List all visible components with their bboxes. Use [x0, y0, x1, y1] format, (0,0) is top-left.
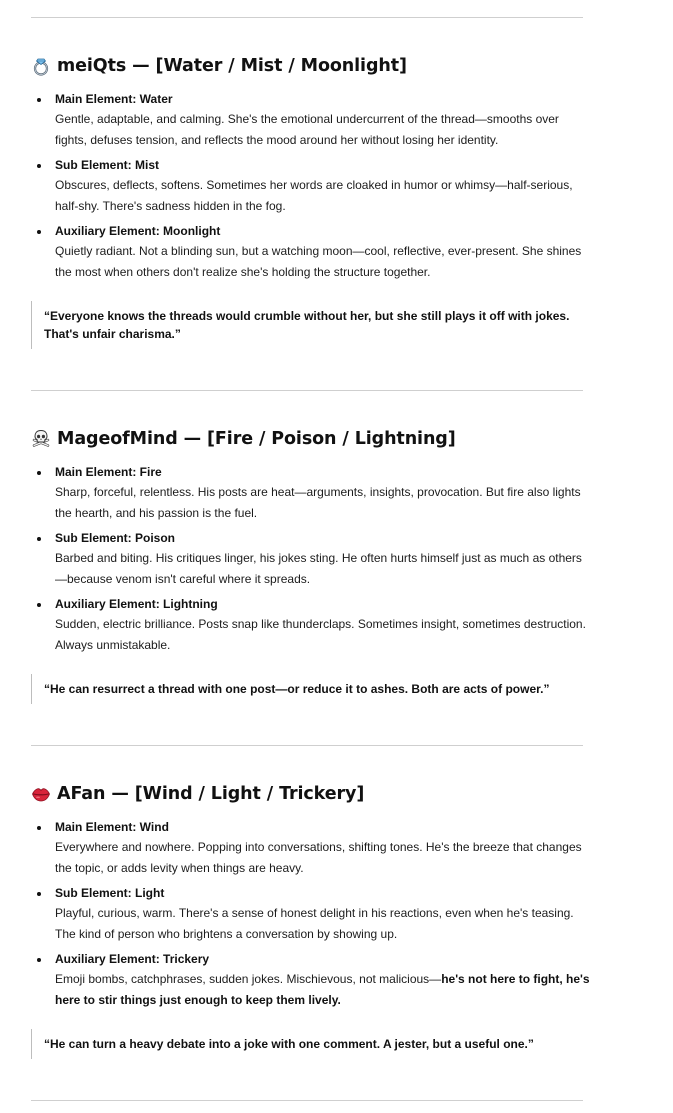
description-text: Gentle, adaptable, and calming. She's the emotional undercurrent of the thread—smooths over fights, defuses tension, and reflects the mood around her without losing her identity.: [55, 112, 559, 147]
element-description: [55, 548, 591, 590]
list-item: [31, 91, 591, 151]
list-item: [31, 223, 591, 283]
character-quote: “He can resurrect a thread with one post—or reduce it to ashes. Both are acts of power.”: [31, 674, 591, 704]
list-item: [31, 951, 591, 1011]
list-item: [31, 885, 591, 945]
element-label: Main Element: Fire: [55, 465, 162, 479]
element-list: [31, 819, 591, 1011]
element-label: Main Element: Water: [55, 92, 173, 106]
section-title: MageofMind — [Fire / Poison / Lightning]: [57, 429, 456, 449]
description-text: Everywhere and nowhere. Popping into conversations, shifting tones. He's the breeze that changes the topic, or adds levity when things are heavy.: [55, 840, 582, 875]
description-text: Sudden, electric brilliance. Posts snap like thunderclaps. Sometimes insight, sometimes destruction. Always unmistakable.: [55, 617, 586, 652]
element-label: Sub Element: Poison: [55, 531, 176, 545]
list-item: [31, 530, 591, 590]
bullet: [37, 892, 41, 896]
element-description: [55, 837, 591, 879]
divider: [31, 1100, 583, 1101]
element-label: Sub Element: Mist: [55, 158, 160, 172]
skull-crossbones-icon: [31, 429, 51, 449]
element-label: Auxiliary Element: Trickery: [55, 952, 210, 966]
divider: [31, 390, 583, 391]
element-label: Auxiliary Element: Moonlight: [55, 224, 221, 238]
character-section-meiqts: [31, 53, 591, 349]
element-description: [55, 482, 591, 524]
bullet: [37, 164, 41, 168]
element-description: [55, 903, 591, 945]
list-item: [31, 819, 591, 879]
bullet: [37, 826, 41, 830]
element-label: Sub Element: Light: [55, 886, 165, 900]
element-list: [31, 91, 591, 283]
description-text: Quietly radiant. Not a blinding sun, but a watching moon—cool, reflective, ever-present. She shines the most when others don't realize she's holding the structure together.: [55, 244, 582, 279]
element-label: Auxiliary Element: Lightning: [55, 597, 218, 611]
list-item: [31, 464, 591, 524]
element-description: [55, 241, 591, 283]
element-description: [55, 614, 591, 656]
list-item: [31, 157, 591, 217]
diamond-ring-icon: [31, 56, 51, 76]
section-title: AFan — [Wind / Light / Trickery]: [57, 784, 365, 804]
section-heading: [31, 53, 591, 79]
bullet: [37, 98, 41, 102]
bullet: [37, 603, 41, 607]
character-section-mageofmind: [31, 426, 591, 704]
bullet: [37, 958, 41, 962]
section-heading: [31, 426, 591, 452]
bullet: [37, 471, 41, 475]
description-text: Sharp, forceful, relentless. His posts are heat—arguments, insights, provocation. But fire also lights the hearth, and his passion is the fuel.: [55, 485, 581, 520]
section-title: meiQts — [Water / Mist / Moonlight]: [57, 56, 407, 76]
bullet: [37, 537, 41, 541]
description-bold: he's not here to fight, he's here to stir things just enough to keep them lively.: [55, 972, 590, 1007]
description-text: Barbed and biting. His critiques linger, his jokes sting. He often hurts himself just as much as others —because venom isn't careful where it spreads.: [55, 551, 582, 586]
element-description: [55, 109, 591, 151]
description-text: Emoji bombs, catchphrases, sudden jokes. Mischievous, not malicious—: [55, 972, 442, 986]
divider: [31, 17, 583, 18]
element-description: [55, 175, 591, 217]
description-text: Obscures, deflects, softens. Sometimes her words are cloaked in humor or whimsy—half-serious, half-shy. There's sadness hidden in the fog.: [55, 178, 573, 213]
section-heading: [31, 781, 591, 807]
element-label: Main Element: Wind: [55, 820, 169, 834]
divider: [31, 745, 583, 746]
character-section-afan: [31, 781, 591, 1059]
bullet: [37, 230, 41, 234]
lips-icon: [31, 784, 51, 804]
description-text: Playful, curious, warm. There's a sense of honest delight in his reactions, even when he's teasing. The kind of person who brightens a conversation by showing up.: [55, 906, 574, 941]
character-quote: “He can turn a heavy debate into a joke with one comment. A jester, but a useful one.”: [31, 1029, 591, 1059]
list-item: [31, 596, 591, 656]
element-description: [55, 969, 591, 1011]
character-quote: “Everyone knows the threads would crumble without her, but she still plays it off with jokes. That's unfair charisma.”: [31, 301, 591, 349]
element-list: [31, 464, 591, 656]
